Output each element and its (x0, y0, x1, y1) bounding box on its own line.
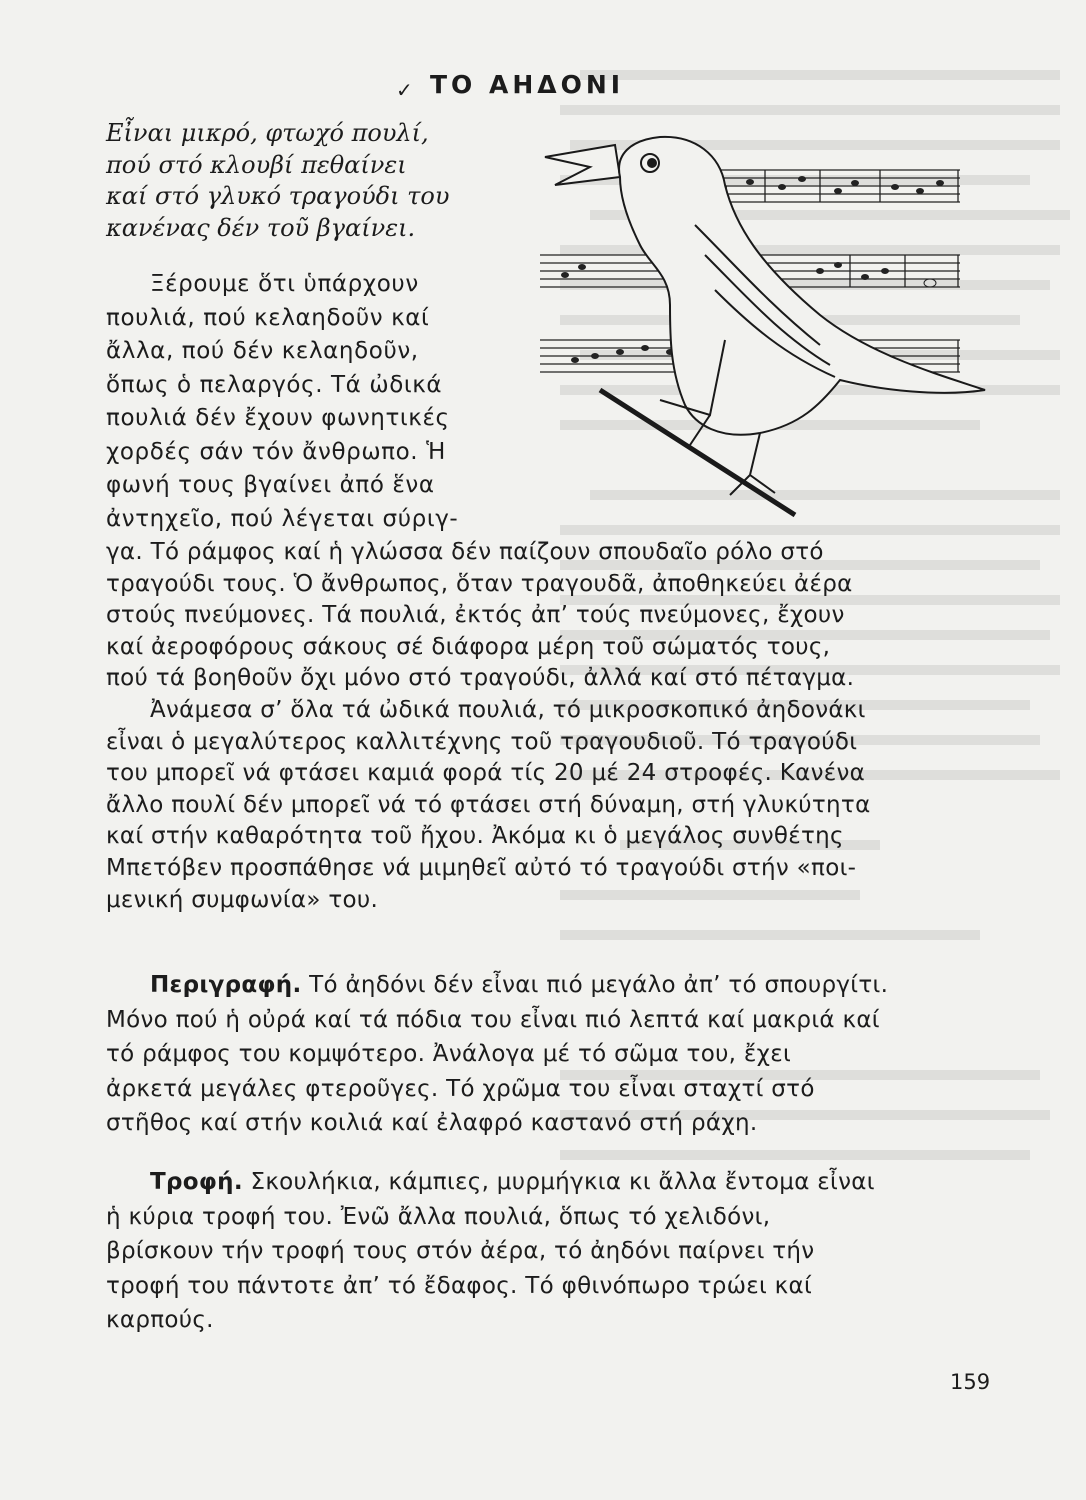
description-section (106, 968, 986, 1141)
text-line: φωνή τους βγαίνει ἀπό ἕνα (106, 472, 435, 498)
poem (106, 118, 546, 244)
section-heading-food: Τροφή. (150, 1169, 243, 1195)
text-line: πουλιά δέν ἔχουν φωνητικές (106, 405, 450, 431)
page-title: ΤΟ ΑΗΔΟΝΙ (430, 70, 625, 99)
page-number: 159 (950, 1370, 991, 1394)
checkmark-annotation: ✓ (396, 78, 413, 102)
text-line: τροφή του πάντοτε ἀπ’ τό ἔδαφος. Τό φθινόπωρο τρώει καί (106, 1272, 813, 1299)
intro-paragraph-full (106, 537, 986, 916)
text-line: Ἀνάμεσα σ’ ὅλα τά ὠδικά πουλιά, τό μικροσκοπικό ἀηδονάκι (150, 696, 866, 723)
music-notes-top (706, 176, 944, 194)
text-line (106, 1165, 986, 1200)
poem-line: πού στό κλουβί πεθαίνει (106, 150, 407, 179)
text-line: στῆθος καί στήν κοιλιά καί ἐλαφρό καστανό στή ράχη. (106, 1110, 758, 1136)
text-line: ἡ κύρια τροφή του. Ἐνῶ ἄλλα πουλιά, ὅπως τό χελιδόνι, (106, 1203, 771, 1230)
text-span: Σκουλήκια, κάμπιες, μυρμήγκια κι ἄλλα ἔντομα εἶναι (250, 1169, 875, 1195)
text-line: χορδές σάν τόν ἄνθρωπο. Ἡ (106, 438, 446, 465)
text-line: Μόνο πού ἡ οὐρά καί τά πόδια του εἶναι πιό λεπτά καί μακριά καί (106, 1006, 880, 1033)
text-line: πουλιά, πού κελαηδοῦν καί (106, 304, 430, 331)
text-span: Τό ἀηδόνι δέν εἶναι πιό μεγάλο ἀπ’ τό σπουργίτι. (309, 972, 889, 998)
poem-line: Εἶναι μικρό, φτωχό πουλί, (106, 119, 429, 147)
text-line: καρπούς. (106, 1307, 214, 1333)
text-line: ἀντηχεῖο, πού λέγεται σύριγ- (106, 505, 459, 532)
text-line: στούς πνεύμονες. Τά πουλιά, ἐκτός ἀπ’ τούς πνεύμονες, ἔχουν (106, 602, 845, 629)
text-line: Ξέρουμε ὅτι ὑπάρχουν (150, 271, 419, 297)
text-line: καί στήν καθαρότητα τοῦ ἤχου. Ἀκόμα κι ὁ μεγάλος συνθέτης (106, 823, 844, 850)
music-staff-top (695, 170, 960, 202)
poem-line: κανένας δέν τοῦ βγαίνει. (106, 213, 416, 242)
text-line: εἶναι ὁ μεγαλύτερος καλλιτέχνης τοῦ τραγουδιοῦ. Τό τραγούδι (106, 728, 858, 755)
text-line (106, 968, 986, 1003)
text-line: γα. Τό ράμφος καί ἡ γλώσσα δέν παίζουν σπουδαῖο ρόλο στό (106, 539, 824, 565)
poem-line: καί στό γλυκό τραγούδι του (106, 182, 450, 210)
text-line: τό ράμφος του κομψότερο. Ἀνάλογα μέ τό σῶμα του, ἔχει (106, 1041, 792, 1067)
text-line: ἀρκετά μεγάλες φτεροῦγες. Τό χρῶμα του εἶναι σταχτί στό (106, 1075, 815, 1102)
text-line: ἄλλο πουλί δέν μπορεῖ νά τό φτάσει στή δύναμη, στή γλυκύτητα (106, 791, 871, 818)
text-line: του μπορεῖ νά φτάσει καμιά φορά τίς 20 μέ 24 στροφές. Κανένα (106, 760, 866, 787)
nightingale-illustration (520, 115, 990, 525)
text-line: βρίσκουν τήν τροφή τους στόν ἀέρα, τό ἀηδόνι παίρνει τήν (106, 1238, 815, 1264)
food-section (106, 1165, 986, 1338)
text-line: πού τά βοηθοῦν ὄχι μόνο στό τραγούδι, ἀλλά καί στό πέταγμα. (106, 665, 855, 692)
text-line: μενική συμφωνία» του. (106, 886, 379, 913)
section-heading-description: Περιγραφή. (150, 972, 302, 998)
text-line: Μπετόβεν προσπάθησε νά μιμηθεῖ αὐτό τό τραγούδι στήν «ποι- (106, 854, 857, 881)
text-line: καί ἀεροφόρους σάκους σέ διάφορα μέρη τοῦ σώματός τους, (106, 633, 831, 660)
text-line: τραγούδι τους. Ὁ ἄνθρωπος, ὅταν τραγουδᾶ, ἀποθηκεύει ἀέρα (106, 570, 853, 597)
intro-paragraph-narrow (106, 268, 516, 536)
text-line: ὅπως ὁ πελαργός. Τά ὠδικά (106, 371, 443, 398)
text-line: ἄλλα, πού δέν κελαηδοῦν, (106, 338, 419, 364)
